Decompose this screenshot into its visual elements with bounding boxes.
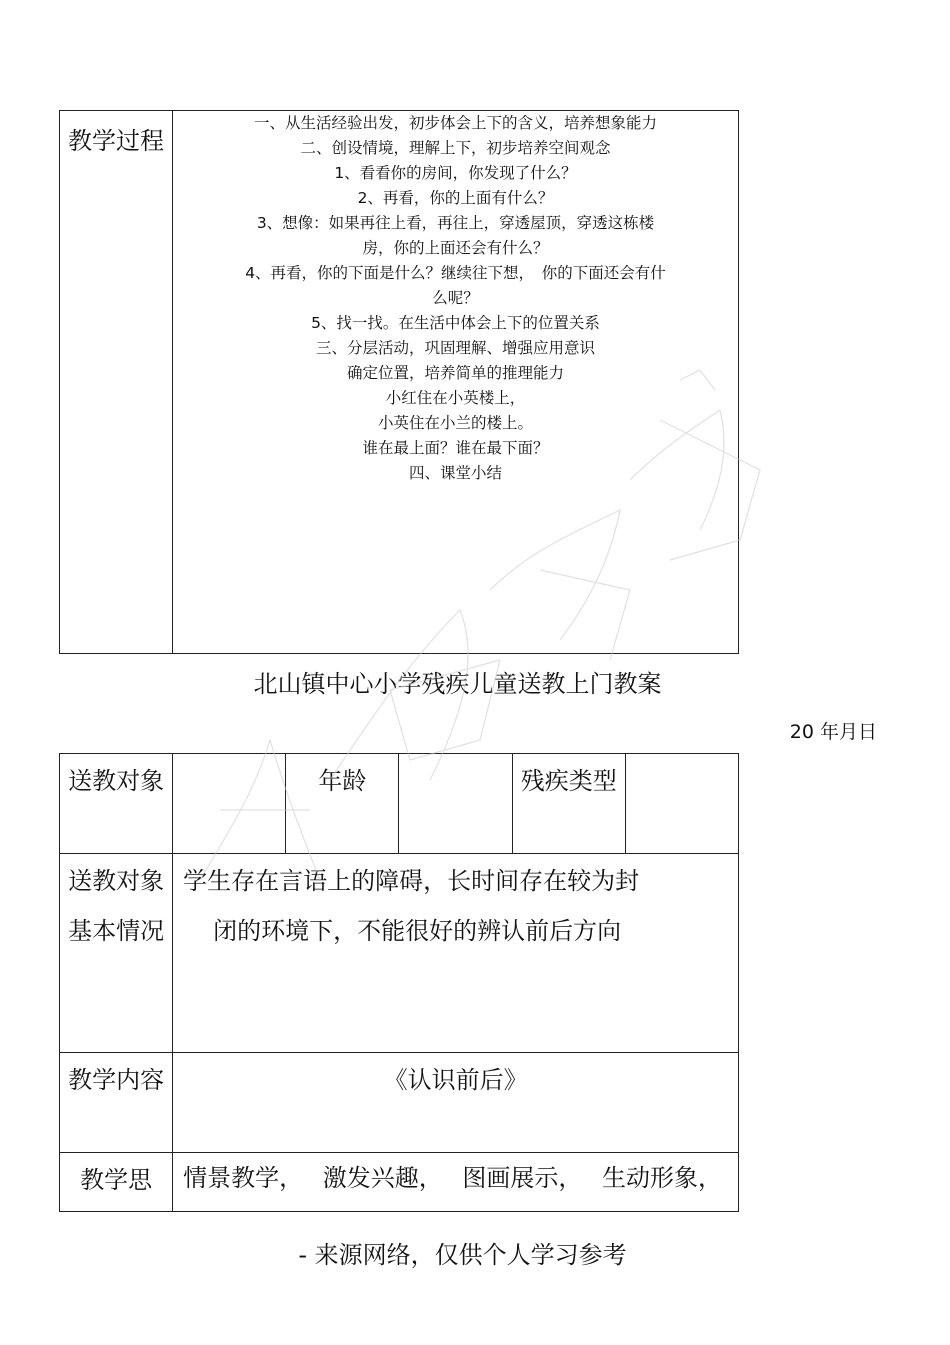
age-value	[399, 754, 512, 854]
process-step: 三、分层活动，巩固理解、增强应用意识	[315, 339, 595, 357]
process-step: 小英住在小兰的楼上。	[377, 414, 533, 432]
lesson-process-content	[173, 111, 739, 654]
process-step: 一、从生活经验出发，初步体会上下的含义，培养想象能力	[253, 114, 657, 132]
process-step: 谁在最上面？谁在最下面？	[362, 439, 549, 457]
footer-note: - 来源网络，仅供个人学习参考	[298, 1241, 627, 1269]
situation-line: 学生存在言语上的障碍，长时间存在较为封	[183, 867, 640, 895]
age-label: 年龄	[286, 754, 399, 854]
content-label: 教学内容	[60, 1053, 173, 1153]
disability-type-value	[625, 754, 738, 854]
process-step: 2、再看，你的上面有什么？	[357, 189, 554, 207]
process-step: 么呢？	[432, 289, 479, 307]
process-step: 4、再看，你的下面是什么？继续往下想， 你的下面还会有什	[245, 264, 666, 282]
process-step: 小红住在小英楼上，	[385, 389, 526, 407]
process-step: 房，你的上面还会有什么？	[362, 239, 549, 257]
process-step: 1、看看你的房间，你发现了什么？	[334, 164, 577, 182]
method-label: 教学思	[60, 1153, 173, 1212]
process-step: 3、想像：如果再往上看，再往上，穿透屋顶，穿透这栋楼	[256, 214, 655, 232]
process-step: 二、创设情境，理解上下，初步培养空间观念	[300, 139, 611, 157]
lesson-process-label: 教学过程	[60, 111, 173, 654]
date-line: 20 年月日	[789, 721, 877, 743]
process-step: 确定位置，培养简单的推理能力	[346, 364, 564, 382]
situation-label: 送教对象基本情况	[60, 854, 173, 1053]
method-value: 情景教学， 激发兴趣， 图画展示， 生动形象，	[173, 1153, 739, 1212]
lesson-process-table	[59, 110, 739, 654]
target-label: 送教对象	[60, 754, 173, 854]
lesson-plan-table	[59, 753, 739, 1212]
situation-content	[173, 854, 739, 1053]
process-step: 5、找一找。在生活中体会上下的位置关系	[311, 314, 600, 332]
situation-line: 闭的环境下，不能很好的辨认前后方向	[213, 917, 622, 945]
process-step: 四、课堂小结	[408, 464, 502, 482]
content-value: 《认识前后》	[173, 1053, 739, 1153]
document-title: 北山镇中心小学残疾儿童送教上门教案	[253, 670, 662, 698]
target-value	[173, 754, 286, 854]
disability-type-label: 残疾类型	[512, 754, 625, 854]
